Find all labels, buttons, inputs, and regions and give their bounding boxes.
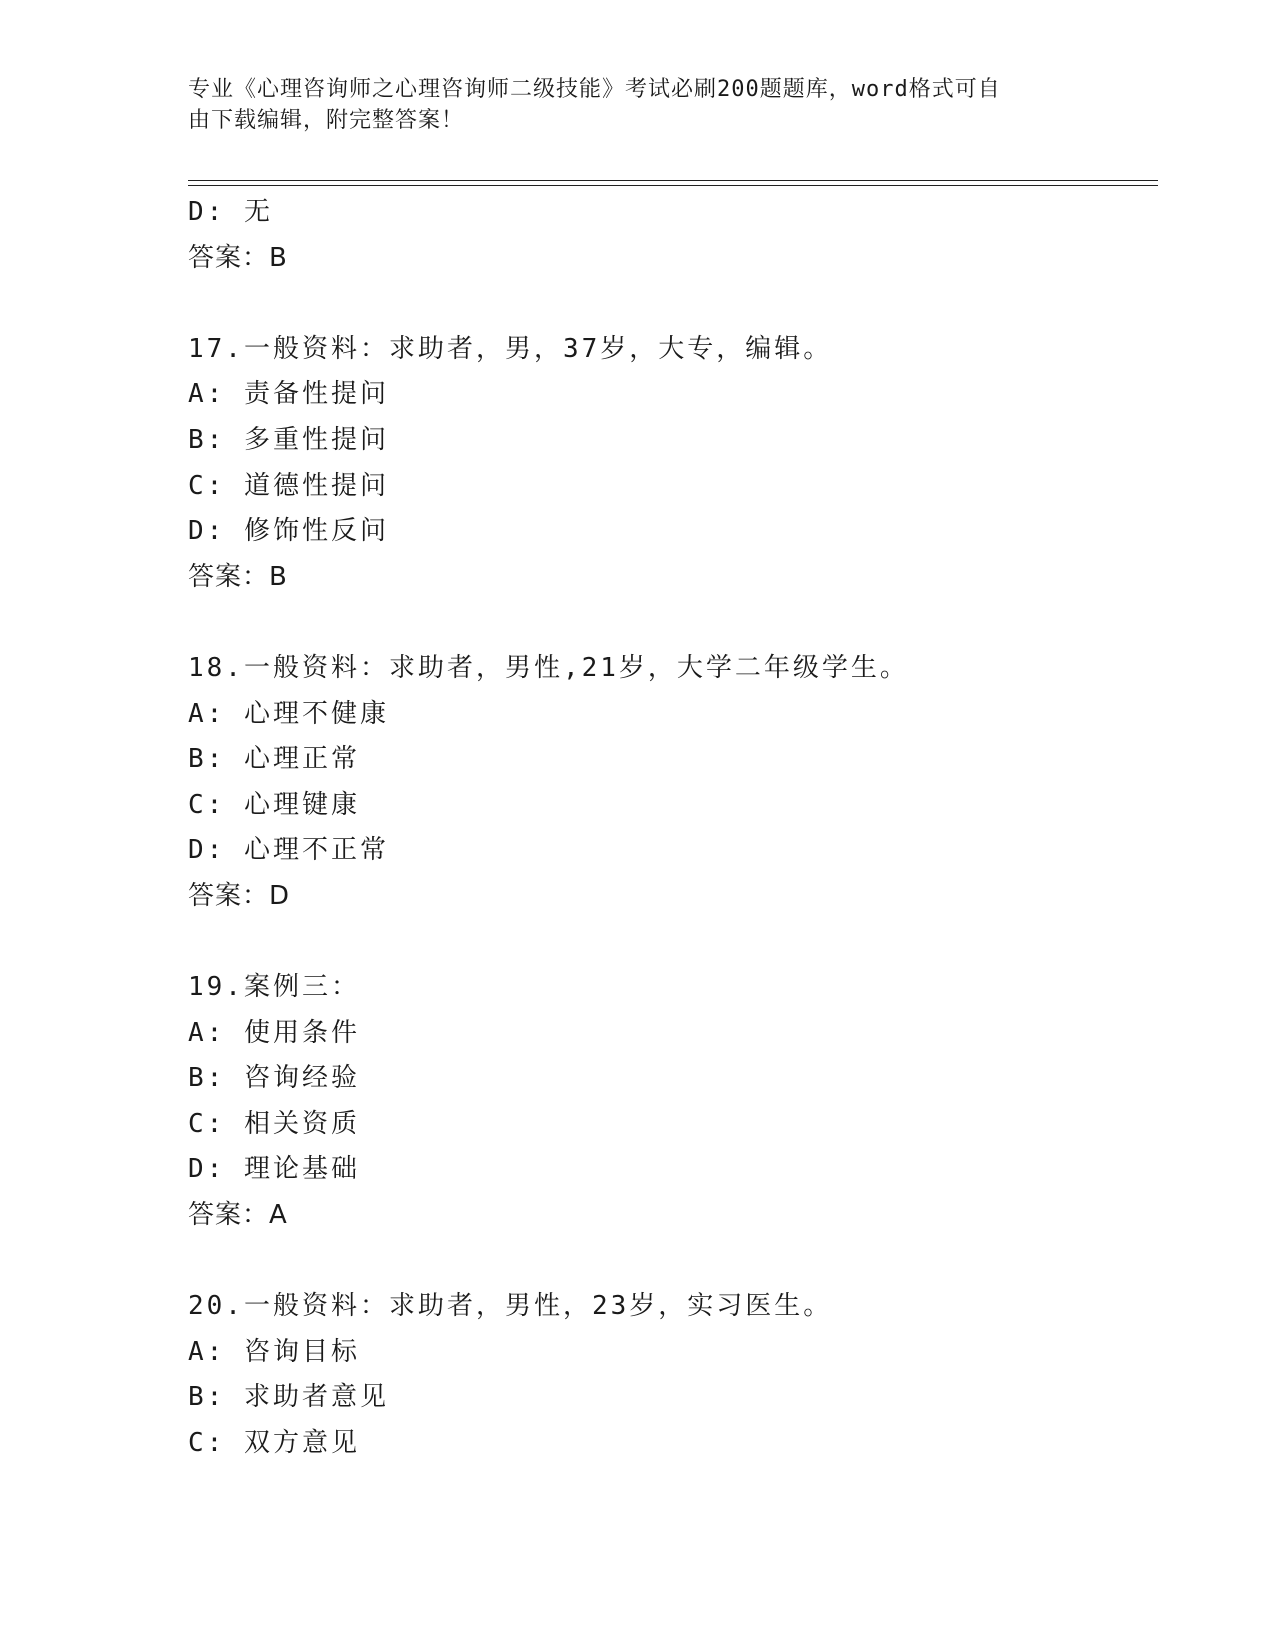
spacer	[188, 1239, 1158, 1285]
option-c: C: 心理键康	[188, 789, 360, 820]
spacer	[188, 281, 1158, 327]
header-line-1: 专业《心理咨询师之心理咨询师二级技能》考试必刷200题题库，word格式可自	[188, 77, 1001, 102]
question-stem: 20.一般资料：求助者，男性，23岁，实习医生。	[188, 1291, 833, 1322]
question-stem: 17.一般资料：求助者，男，37岁，大专，编辑。	[188, 333, 833, 364]
option-c: C: 双方意见	[188, 1428, 360, 1459]
option-b: B: 求助者意见	[188, 1382, 389, 1413]
option-d: D: 修饰性反问	[188, 516, 389, 547]
question-stem: 19.案例三：	[188, 972, 360, 1003]
document-body	[188, 190, 1158, 1467]
option-d: D: 心理不正常	[188, 835, 389, 866]
header-line-2: 由下载编辑，附完整答案！	[188, 108, 465, 133]
option-d: D: 理论基础	[188, 1154, 360, 1185]
header-divider-bottom	[188, 185, 1158, 186]
answer-previous: 答案：B	[188, 242, 288, 273]
option-b: B: 咨询经验	[188, 1063, 360, 1094]
spacer	[188, 920, 1158, 966]
option-c: C: 道德性提问	[188, 470, 389, 501]
option-a: A: 使用条件	[188, 1017, 360, 1048]
answer: 答案：A	[188, 1200, 288, 1231]
option-a: A: 心理不健康	[188, 698, 389, 729]
option-a: A: 责备性提问	[188, 379, 389, 410]
spacer	[188, 600, 1158, 646]
question-19	[188, 965, 1158, 1239]
question-18	[188, 646, 1158, 920]
question-20	[188, 1284, 1158, 1466]
answer: 答案：B	[188, 561, 288, 592]
option-c: C: 相关资质	[188, 1108, 360, 1139]
option-a: A: 咨询目标	[188, 1336, 360, 1367]
question-stem: 18.一般资料：求助者，男性,21岁，大学二年级学生。	[188, 652, 909, 683]
document-header	[188, 74, 1068, 136]
option-b: B: 心理正常	[188, 744, 360, 775]
question-17	[188, 327, 1158, 601]
option-d-previous: D: 无	[188, 197, 273, 227]
option-b: B: 多重性提问	[188, 424, 389, 455]
header-divider-top	[188, 180, 1158, 181]
answer: 答案：D	[188, 880, 291, 911]
